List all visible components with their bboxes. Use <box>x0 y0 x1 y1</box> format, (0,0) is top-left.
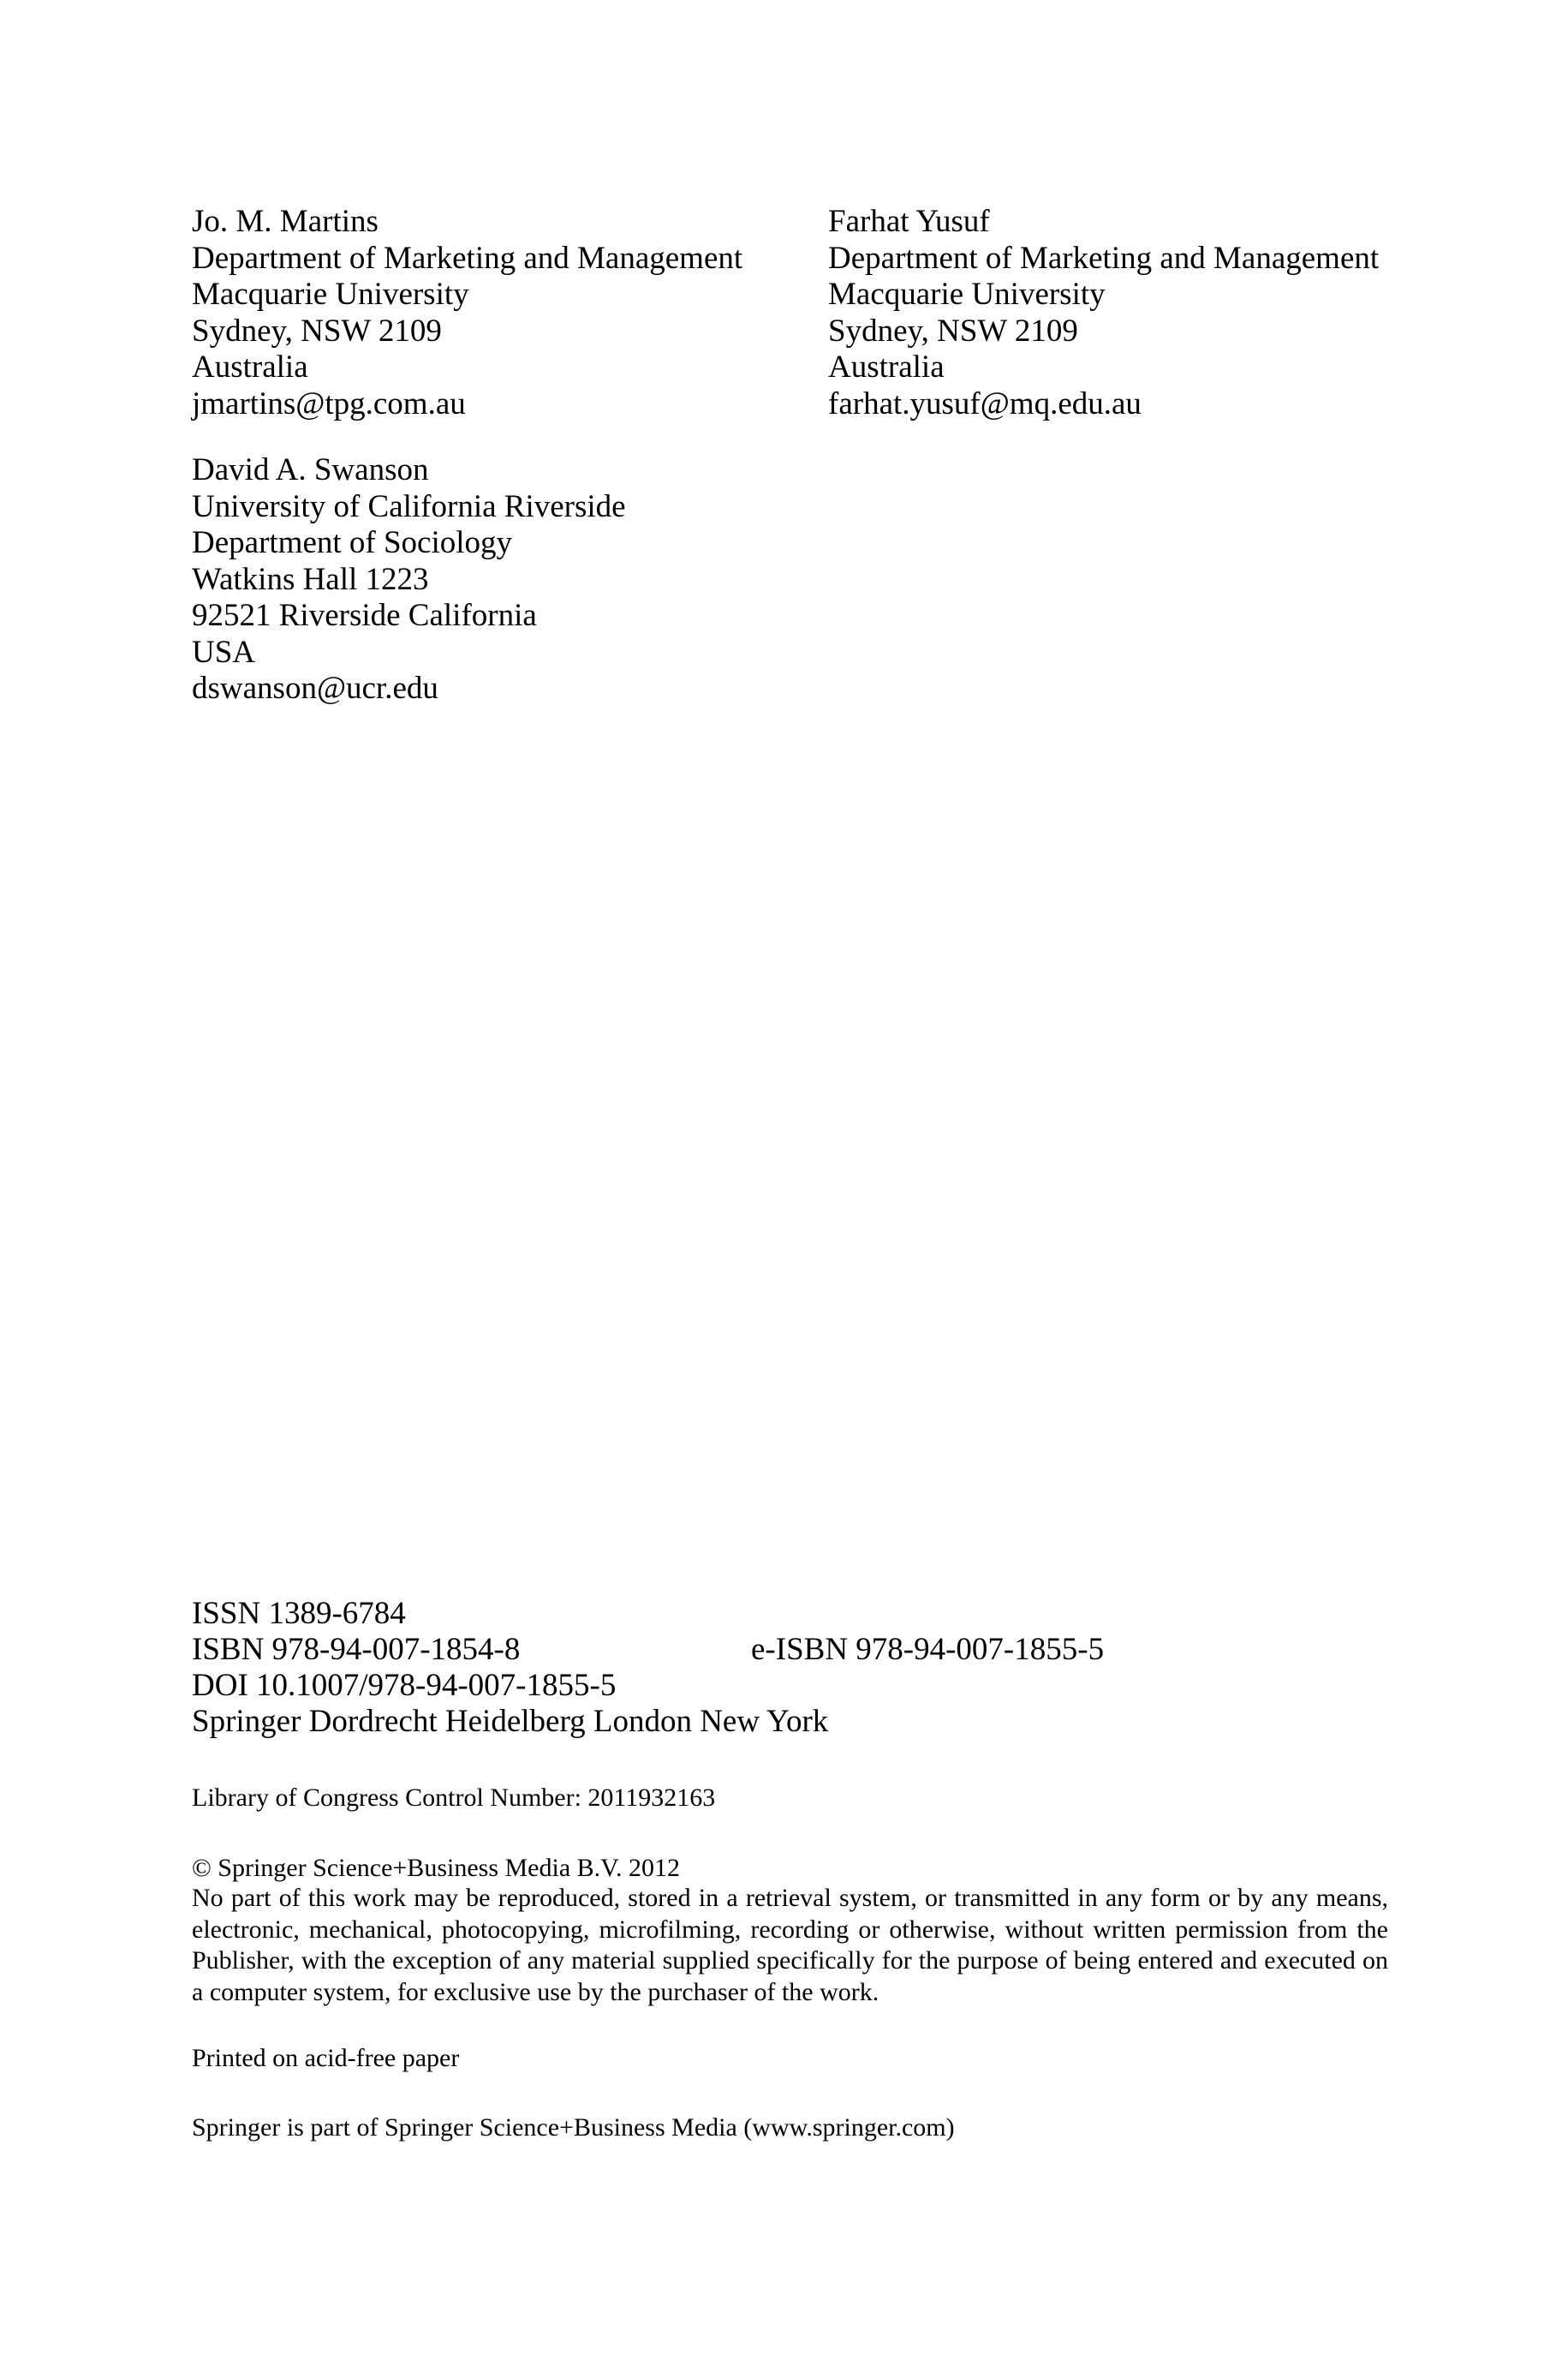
isbn: ISBN 978-94-007-1854-8 <box>192 1632 521 1667</box>
author-address-martins <box>192 204 742 422</box>
author-email: dswanson@ucr.edu <box>192 671 438 706</box>
author-address-yusuf <box>828 204 1379 422</box>
address-line: Department of Marketing and Management <box>192 240 743 276</box>
copyright-notice: © Springer Science+Business Media B.V. 2012 <box>192 1854 680 1882</box>
address-line: Department of Sociology <box>192 525 513 560</box>
address-line: Australia <box>828 350 945 385</box>
address-line: Sydney, NSW 2109 <box>192 313 442 349</box>
address-line: Macquarie University <box>192 277 469 312</box>
springer-note: Springer is part of Springer Science+Business Media (www.springer.com) <box>192 2113 955 2142</box>
printed-note: Printed on acid-free paper <box>192 2044 460 2072</box>
publication-identifiers <box>192 1596 1391 1740</box>
author-address-swanson <box>192 452 626 708</box>
address-line: University of California Riverside <box>192 488 626 524</box>
author-name: Farhat Yusuf <box>828 204 990 239</box>
author-email: farhat.yusuf@mq.edu.au <box>828 385 1142 421</box>
address-line: USA <box>192 634 256 670</box>
address-line: 92521 Riverside California <box>192 598 537 633</box>
issn: ISSN 1389-6784 <box>192 1596 406 1631</box>
address-line: Macquarie University <box>828 277 1106 312</box>
eisbn: e-ISBN 978-94-007-1855-5 <box>751 1632 1105 1667</box>
author-name: David A. Swanson <box>192 452 429 487</box>
rights-notice: No part of this work may be reproduced, stored in a retrieval system, or transmitted in any form or by any means, electronic, mechanical, photocopying, microfilming, recording or otherwise, without written permission from the Publisher, with the exception of any material supplied specifically for the purpose of being entered and executed on a computer system, for exclusive use by the purchaser of the work. <box>192 1884 1388 2006</box>
author-name: Jo. M. Martins <box>192 204 379 239</box>
address-line: Department of Marketing and Management <box>828 240 1380 276</box>
address-line: Sydney, NSW 2109 <box>828 313 1078 349</box>
author-email: jmartins@tpg.com.au <box>192 385 466 421</box>
isbn-row <box>192 1632 1391 1668</box>
address-line: Watkins Hall 1223 <box>192 561 429 597</box>
library-of-congress-number: Library of Congress Control Number: 2011932163 <box>192 1784 716 1812</box>
address-line: Australia <box>192 350 308 385</box>
doi: DOI 10.1007/978-94-007-1855-5 <box>192 1668 617 1703</box>
publisher-cities: Springer Dordrecht Heidelberg London New York <box>192 1704 829 1739</box>
